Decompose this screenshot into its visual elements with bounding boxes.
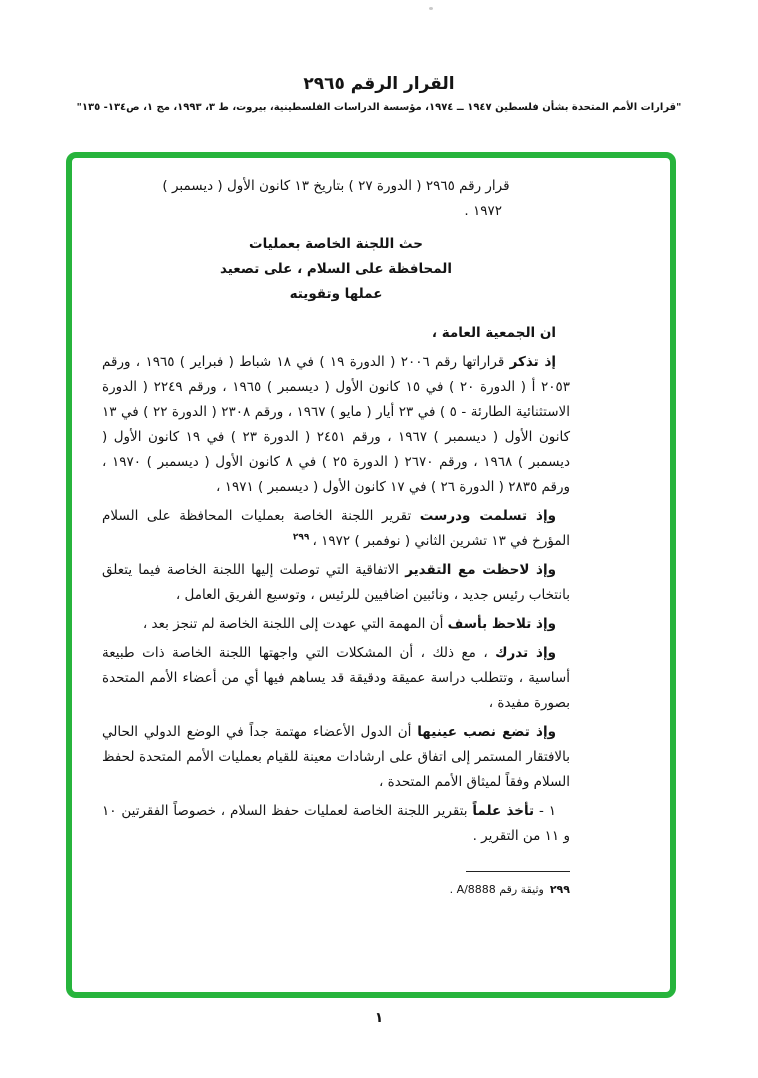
footnote-doc-code: A/8888 [456, 883, 496, 896]
paragraph-text: بتقرير اللجنة الخاصة لعمليات حفظ السلام ، خصوصاً الفقرتين ١٠ و ١١ من التقرير . [102, 803, 570, 844]
resolution-subtitle [102, 232, 570, 307]
footnote-separator [466, 871, 570, 872]
paragraph-lead: وإذ تدرك [495, 645, 556, 661]
source-citation: "قرارات الأمم المتحدة بشأن فلسطين ١٩٤٧ ــ ١٩٧٤، مؤسسة الدراسات الفلسطينية، بيروت، ط ٣، ١٩٩٣، مج ١، ص١٣٤- ١٣٥" [76, 102, 682, 113]
annotation-box [66, 152, 676, 998]
resolution-subtitle-line: حث اللجنة الخاصة بعمليات [249, 236, 423, 252]
paragraph [102, 612, 570, 637]
resolution-subtitle-line: عملها وتقويته [289, 286, 383, 302]
paragraph-text: الاتفاقية التي توصلت إليها اللجنة الخاصة فيما يتعلق بانتخاب رئيس جديد ، ونائبين اضافيين للرئيس ، وتوسيع الفريق العامل ، [102, 562, 570, 603]
paragraph [102, 321, 570, 346]
paragraph: ١ - تأخذ علماً بتقرير اللجنة الخاصة لعمليات حفظ السلام ، خصوصاً الفقرتين ١٠ و ١١ من التقرير . [102, 803, 570, 844]
paragraph [102, 350, 570, 500]
paragraph-text: قراراتها رقم ٢٠٠٦ ( الدورة ١٩ ) في ١٨ شباط ( فبراير ) ١٩٦٥ ، ورقم ٢٠٥٣ أ ( الدورة ٢٠ ) في ١٥ كانون الأول ( ديسمبر ) ١٩٦٥ ، ورقم ٢٢٤٩ ( الدورة الاستثنائية الطارئة - ٥ ) في ٢٣ أيار ( مايو ) ١٩٦٧ ، ورقم ٢٣٠٨ ( الدورة ٢٢ ) في ١٣ كانون الأول ( ديسمبر ) ١٩٦٧ ، ورقم ٢٤٥١ ( الدورة ٢٣ ) في ١٩ كانون الأول ( ديسمبر ) ١٩٦٨ ، ورقم ٢٦٧٠ ( الدورة ٢٥ ) في ٨ كانون الأول ( ديسمبر ) ١٩٧٠ ، ورقم ٢٨٣٥ ( الدورة ٢٦ ) في ١٧ كانون الأول ( ديسمبر ) ١٩٧١ ، [102, 354, 571, 495]
resolution-heading-year: ١٩٧٢ . [464, 203, 502, 219]
paragraph-lead: إذ تذكر [509, 354, 556, 370]
paragraph-lead: وإذ تضع نصب عينيها [417, 724, 556, 740]
paragraph [102, 558, 570, 608]
paragraph-text: ، مع ذلك ، أن المشكلات التي واجهتها اللجنة الخاصة ذات طبيعة أساسية ، وتتطلب دراسة عميقة ودقيقة قد يساهم فيها أي من أعضاء الأمم المتحدة بصورة مفيدة ، [102, 645, 570, 711]
paragraph-lead: وإذ تلاحظ بأسف [447, 616, 556, 632]
page-title: القرار الرقم ٢٩٦٥ [303, 74, 455, 94]
footnote-block [102, 871, 570, 902]
resolution-subtitle-line: المحافظة على السلام ، على تصعيد [219, 261, 452, 277]
paragraph [102, 641, 570, 716]
paragraph-lead: وإذ تسلمت ودرست [419, 508, 556, 524]
footnote-label: وثيقة رقم [499, 883, 544, 896]
scan-speck [429, 7, 433, 10]
paragraph-lead: ان الجمعية العامة ، [431, 325, 556, 341]
page-number: ١ [374, 1010, 384, 1026]
resolution-body [72, 158, 670, 902]
paragraph-lead: تأخذ علماً [472, 803, 535, 819]
footnote-marker: ٢٩٩ [549, 883, 570, 896]
footnote [102, 877, 570, 902]
resolution-paragraphs [102, 321, 570, 849]
paragraph-text: أن المهمة التي عهدت إلى اللجنة الخاصة لم تنجز بعد ، [142, 616, 448, 632]
paragraph-lead: وإذ لاحظت مع التقدير [405, 562, 556, 578]
resolution-heading: قرار رقم ٢٩٦٥ ( الدورة ٢٧ ) بتاريخ ١٣ كانون الأول ( ديسمبر ) [162, 178, 510, 194]
footnote-reference: ٢٩٩ [292, 532, 313, 543]
paragraph [102, 504, 570, 554]
paragraph-text: أن الدول الأعضاء مهتمة جداً في الوضع الدولي الحالي بالافتقار المستمر إلى اتفاق على ارشادات معينة للقيام بعمليات الأمم المتحدة لحفظ السلام وفقاً لميثاق الأمم المتحدة ، [102, 724, 570, 790]
footnote-suffix: . [449, 883, 454, 896]
paragraph-text: تقرير اللجنة الخاصة بعمليات المحافظة على السلام المؤرخ في ١٣ تشرين الثاني ( نوفمبر ) ١٩٧٢ ، [102, 508, 570, 549]
paragraph [102, 720, 570, 795]
